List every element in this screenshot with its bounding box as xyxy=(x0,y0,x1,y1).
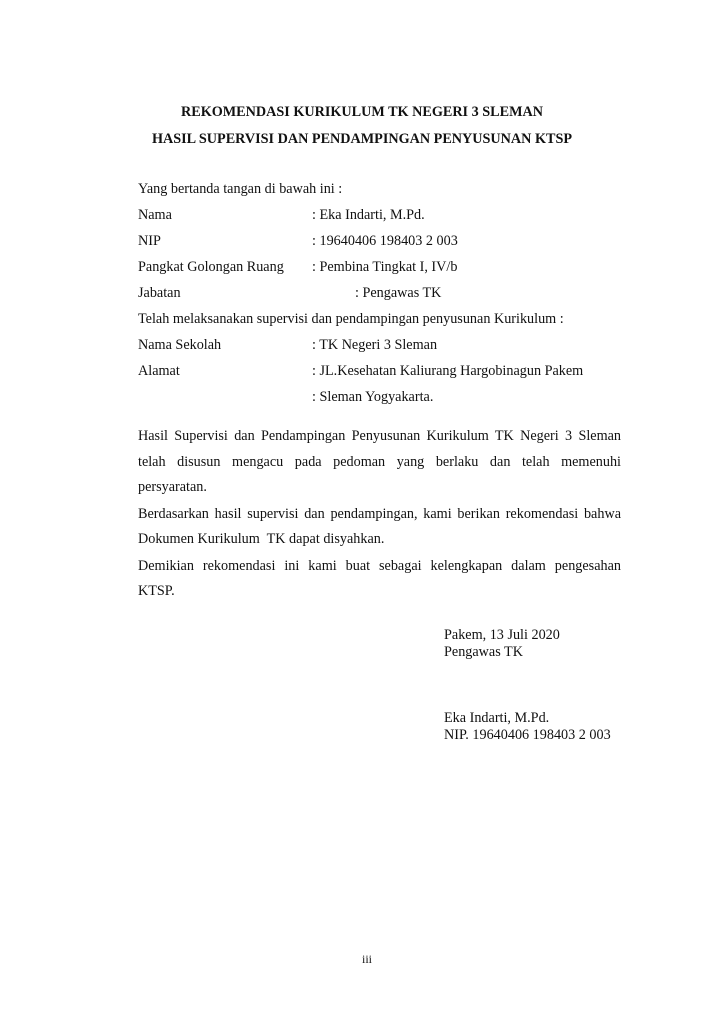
field-value-nip: : 19640406 198403 2 003 xyxy=(312,233,458,249)
field-label-nama-sekolah: Nama Sekolah xyxy=(138,337,222,353)
body-line-2: telah disusun mengacu pada pedoman yang berlaku dan telah memenuhi xyxy=(138,454,621,470)
field-label-jabatan: Jabatan xyxy=(138,285,181,301)
signature-place-date: Pakem, 13 Juli 2020 xyxy=(444,627,560,643)
field-label-nip: NIP xyxy=(138,233,161,249)
body-line-6: Demikian rekomendasi ini kami buat sebagai kelengkapan dalam pengesahan xyxy=(138,558,621,574)
field-label-nama: Nama xyxy=(138,207,172,223)
intro-text: Yang bertanda tangan di bawah ini : xyxy=(138,181,343,197)
field-value-jabatan: : Pengawas TK xyxy=(355,285,442,301)
body-line-3: persyaratan. xyxy=(138,479,207,495)
signature-nip: NIP. 19640406 198403 2 003 xyxy=(444,727,611,743)
body-line-4: Berdasarkan hasil supervisi dan pendampingan, kami berikan rekomendasi bahwa xyxy=(138,506,621,522)
field-value-nama-sekolah: : TK Negeri 3 Sleman xyxy=(312,337,438,353)
field-value-alamat: : JL.Kesehatan Kaliurang Hargobinagun Pakem xyxy=(312,363,584,379)
statement-text: Telah melaksanakan supervisi dan pendampingan penyusunan Kurikulum : xyxy=(138,311,564,327)
field-value-nama: : Eka Indarti, M.Pd. xyxy=(312,207,425,223)
signature-name: Eka Indarti, M.Pd. xyxy=(444,710,550,726)
body-line-7: KTSP. xyxy=(138,583,175,599)
body-line-1: Hasil Supervisi dan Pendampingan Penyusunan Kurikulum TK Negeri 3 Sleman xyxy=(138,428,621,444)
page-number: iii xyxy=(362,952,373,966)
field-label-alamat: Alamat xyxy=(138,363,180,379)
field-value-pangkat: : Pembina Tingkat I, IV/b xyxy=(312,259,458,275)
document-title-line-2: HASIL SUPERVISI DAN PENDAMPINGAN PENYUSUNAN KTSP xyxy=(151,131,573,147)
field-label-pangkat: Pangkat Golongan Ruang xyxy=(138,259,284,275)
field-value-alamat-line-2: : Sleman Yogyakarta. xyxy=(312,389,434,405)
signature-position: Pengawas TK xyxy=(444,644,523,660)
document-title-line-1: REKOMENDASI KURIKULUM TK NEGERI 3 SLEMAN xyxy=(181,104,543,120)
body-line-5: Dokumen Kurikulum TK dapat disyahkan. xyxy=(138,531,385,547)
